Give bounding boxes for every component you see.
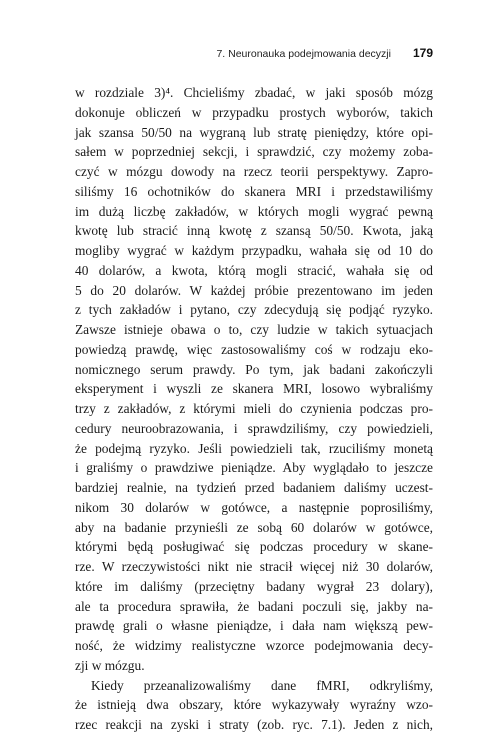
text-line: w rozdziale 3)⁴. Chcieliśmy zbadać, w jaki sposób mózg (75, 85, 433, 100)
text-line: eksperyment i wyszli ze skanera MRI, losowo wybraliśmy (75, 381, 433, 397)
text-line: ale ta procedura sprawiła, że badani poczuli się, jakby na- (75, 598, 433, 614)
text-line: siliśmy 16 ochotników do skanera MRI i przedstawiliśmy (75, 183, 433, 199)
text-line: im dużą liczbę zakładów, w których mogli wygrać pewną (75, 203, 433, 219)
text-line: 40 dolarów, a kwota, którą mogli stracić, wahała się od (75, 262, 433, 278)
text-line: trzy z zakładów, z którymi mieli do czynienia podczas pro- (75, 401, 433, 416)
text-line: z tych zakładów i pytano, czy zdecydują się podjąć ryzyko. (75, 302, 433, 318)
text-line: bardziej realnie, na tydzień przed badaniem daliśmy uczest- (75, 480, 433, 495)
text-line: nikom 30 dolarów w gotówce, a następnie poprosiliśmy, (75, 499, 433, 515)
text-line: aby na badanie przynieśli ze sobą 60 dolarów w gotówce, (75, 519, 433, 535)
running-header (60, 46, 433, 60)
text-line: mogliby wygrać w każdym przypadku, wahała się od 10 do (75, 243, 433, 258)
chapter-title: 7. Neuronauka podejmowania decyzji (216, 48, 391, 60)
text-line: kwotę lub stracić inną kwotę z szansą 50/50. Kwota, jaką (75, 223, 433, 239)
text-line: ność, że widzimy realistyczne wzorce podejmowania decy- (75, 638, 433, 653)
text-line: prawdę grali o własne pieniądze, i dała nam większą pew- (75, 618, 433, 634)
text-line: czyć w mózgu dowody na rzecz teorii perspektywy. Zapro- (75, 164, 433, 179)
body-text (75, 83, 433, 735)
text-line: jak szansa 50/50 na wygraną lub stratę pieniędzy, które opi- (75, 124, 433, 140)
text-line: Kiedy przeanalizowaliśmy dane fMRI, odkryliśmy, (91, 677, 433, 693)
text-line: nomicznego serum prawdy. Po tym, jak badani zakończyli (75, 361, 433, 377)
text-line: zji w mózgu. (75, 657, 145, 673)
text-line: dokonuje obliczeń w przypadku prostych wyborów, takich (75, 104, 433, 120)
text-line: rzec reakcji na zyski i straty (zob. ryc. 7.1). Jeden z nich, (75, 717, 433, 732)
text-line: rze. W rzeczywistości nikt nie stracił więcej niż 30 dolarów, (75, 559, 433, 574)
text-line: cedury neuroobrazowania, i sprawdziliśmy, czy powiedzieli, (75, 420, 433, 436)
text-line: którymi będą posługiwać się podczas procedury w skane- (75, 539, 433, 555)
page-number: 179 (412, 46, 433, 60)
text-line: że istnieją dwa obszary, które wykazywały wyraźny wzo- (75, 697, 433, 713)
text-line: które im daliśmy (przeciętny badany wygrał 23 dolary), (75, 578, 433, 594)
text-line: Zawsze istnieje obawa o to, czy ludzie w takich sytuacjach (75, 322, 433, 337)
text-line: i graliśmy o prawdziwe pieniądze. Aby wyglądało to jeszcze (75, 460, 433, 476)
text-line: 5 do 20 dolarów. W każdej próbie prezentowano im jeden (75, 282, 433, 298)
text-line: sałem w poprzedniej sekcji, i sprawdzić, czy możemy zoba- (75, 144, 433, 160)
text-line: że podejmą ryzyko. Jeśli powiedzieli tak, rzuciliśmy monetą (75, 440, 433, 456)
text-line: powiedzą prawdę, więc zastosowaliśmy coś w rodzaju eko- (75, 341, 433, 357)
